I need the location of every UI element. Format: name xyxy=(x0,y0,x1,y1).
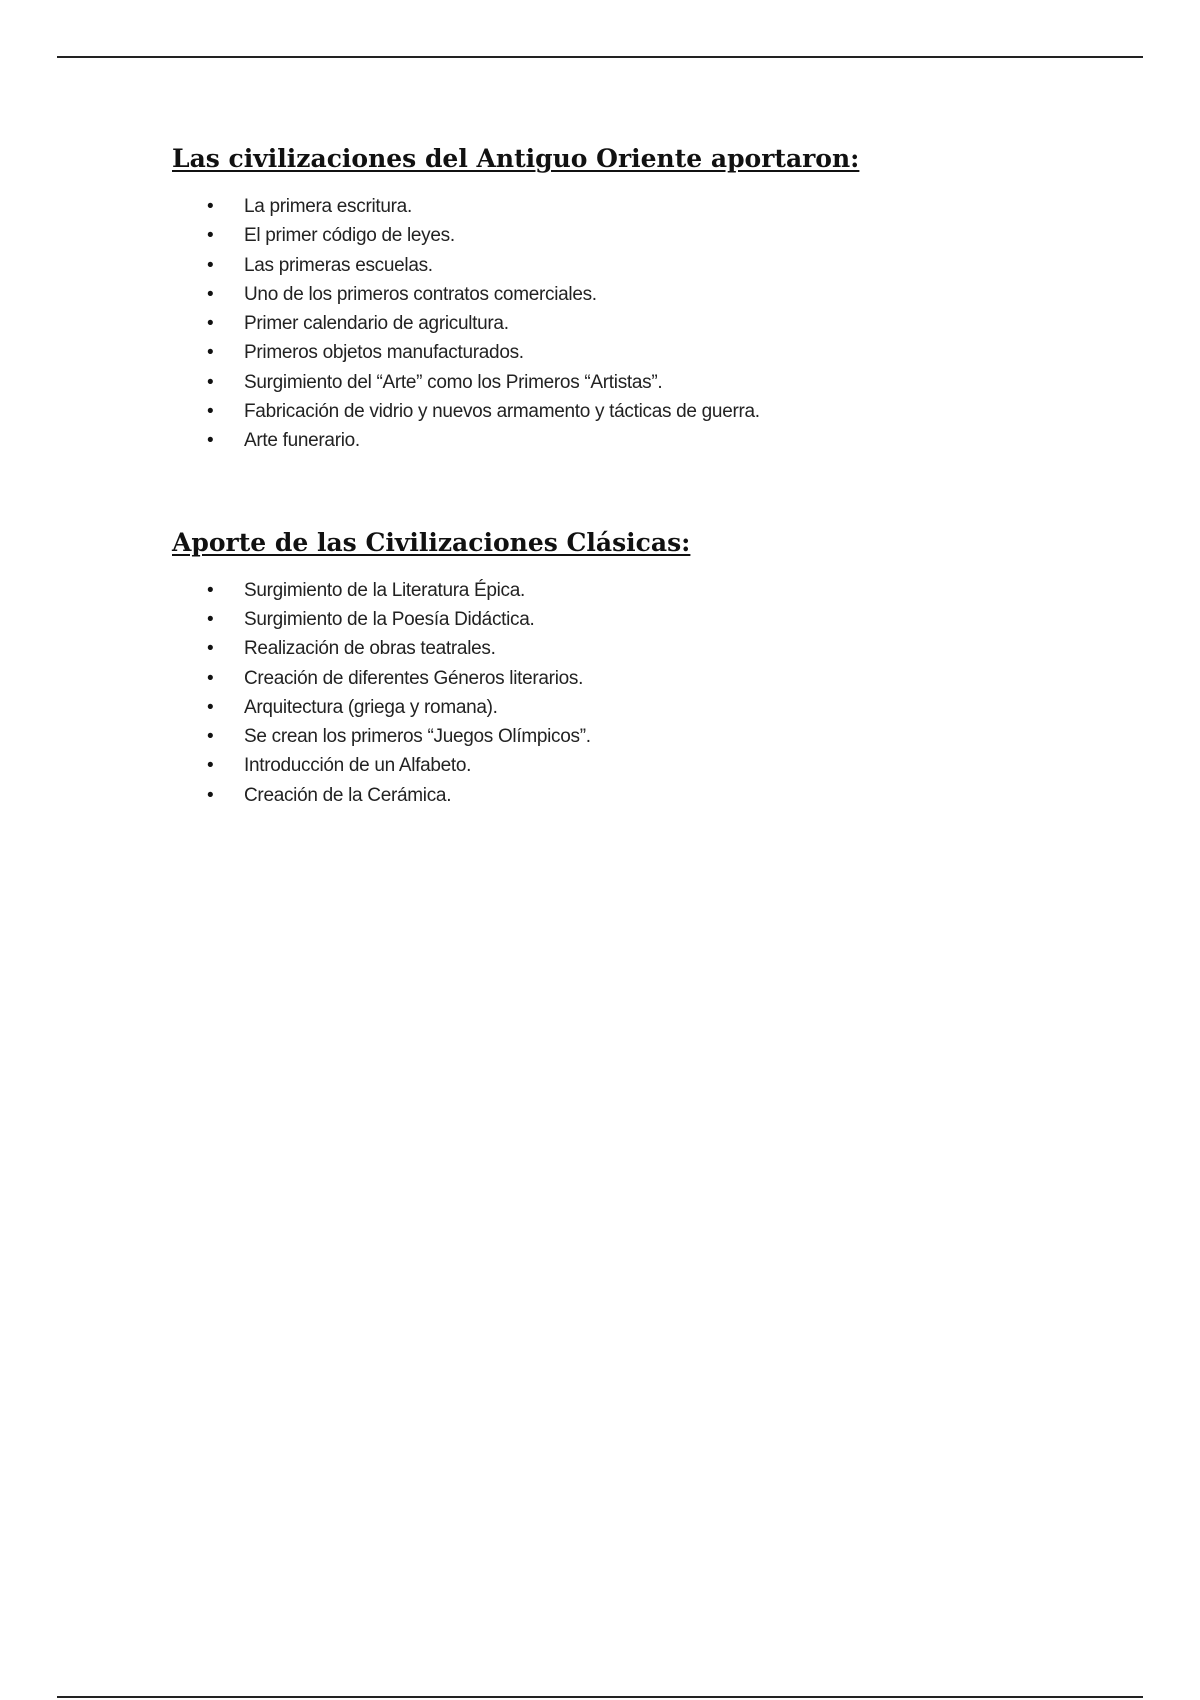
list-item xyxy=(172,251,1072,280)
bullet-list xyxy=(172,192,1072,456)
bullet-list xyxy=(172,576,1072,810)
bullet-icon: • xyxy=(207,638,214,660)
bullet-icon: • xyxy=(207,430,214,452)
section-civilizaciones-clasicas xyxy=(172,526,1072,810)
bullet-icon: • xyxy=(207,579,214,601)
document-body xyxy=(172,142,1072,810)
list-item xyxy=(172,397,1072,426)
list-item xyxy=(172,664,1072,693)
list-item-text: Surgimiento de la Poesía Didáctica. xyxy=(244,608,535,630)
list-item-text: Primeros objetos manufacturados. xyxy=(244,342,524,364)
list-item-text: Uno de los primeros contratos comerciales. xyxy=(244,283,597,305)
bullet-icon: • xyxy=(207,254,214,276)
list-item xyxy=(172,634,1072,663)
list-item xyxy=(172,426,1072,455)
footer-rule xyxy=(57,1696,1143,1698)
bullet-icon: • xyxy=(207,696,214,718)
list-item xyxy=(172,722,1072,751)
list-item xyxy=(172,280,1072,309)
bullet-icon: • xyxy=(207,608,214,630)
list-item-text: Se crean los primeros “Juegos Olímpicos”. xyxy=(244,726,591,748)
section-title: Las civilizaciones del Antiguo Oriente aportaron: xyxy=(172,144,860,173)
list-item xyxy=(172,221,1072,250)
list-item-text: Arte funerario. xyxy=(244,430,360,452)
list-item xyxy=(172,576,1072,605)
bullet-icon: • xyxy=(207,283,214,305)
list-item-text: Realización de obras teatrales. xyxy=(244,638,496,660)
header-rule xyxy=(57,56,1143,58)
list-item xyxy=(172,338,1072,367)
list-item-text: Creación de diferentes Géneros literarios. xyxy=(244,667,584,689)
bullet-icon: • xyxy=(207,313,214,335)
list-item-text: El primer código de leyes. xyxy=(244,225,455,247)
list-item xyxy=(172,605,1072,634)
list-item-text: Primer calendario de agricultura. xyxy=(244,313,509,335)
bullet-icon: • xyxy=(207,667,214,689)
list-item xyxy=(172,751,1072,780)
bullet-icon: • xyxy=(207,401,214,423)
list-item-text: Arquitectura (griega y romana). xyxy=(244,696,498,718)
bullet-icon: • xyxy=(207,371,214,393)
list-item-text: Fabricación de vidrio y nuevos armamento y tácticas de guerra. xyxy=(244,401,760,423)
list-item-text: Creación de la Cerámica. xyxy=(244,784,452,806)
bullet-icon: • xyxy=(207,755,214,777)
list-item-text: Las primeras escuelas. xyxy=(244,254,433,276)
section-title: Aporte de las Civilizaciones Clásicas: xyxy=(172,527,691,557)
list-item-text: Surgimiento del “Arte” como los Primeros “Artistas”. xyxy=(244,371,663,393)
section-antiguo-oriente xyxy=(172,142,1072,456)
bullet-icon: • xyxy=(207,726,214,748)
list-item xyxy=(172,781,1072,810)
list-item xyxy=(172,368,1072,397)
bullet-icon: • xyxy=(207,784,214,806)
list-item-text: Introducción de un Alfabeto. xyxy=(244,755,472,777)
list-item-text: La primera escritura. xyxy=(244,196,412,217)
bullet-icon: • xyxy=(207,225,214,247)
list-item xyxy=(172,693,1072,722)
bullet-icon: • xyxy=(207,342,214,364)
list-item-text: Surgimiento de la Literatura Épica. xyxy=(244,579,525,601)
bullet-icon: • xyxy=(207,196,214,217)
list-item xyxy=(172,309,1072,338)
list-item xyxy=(172,192,1072,221)
